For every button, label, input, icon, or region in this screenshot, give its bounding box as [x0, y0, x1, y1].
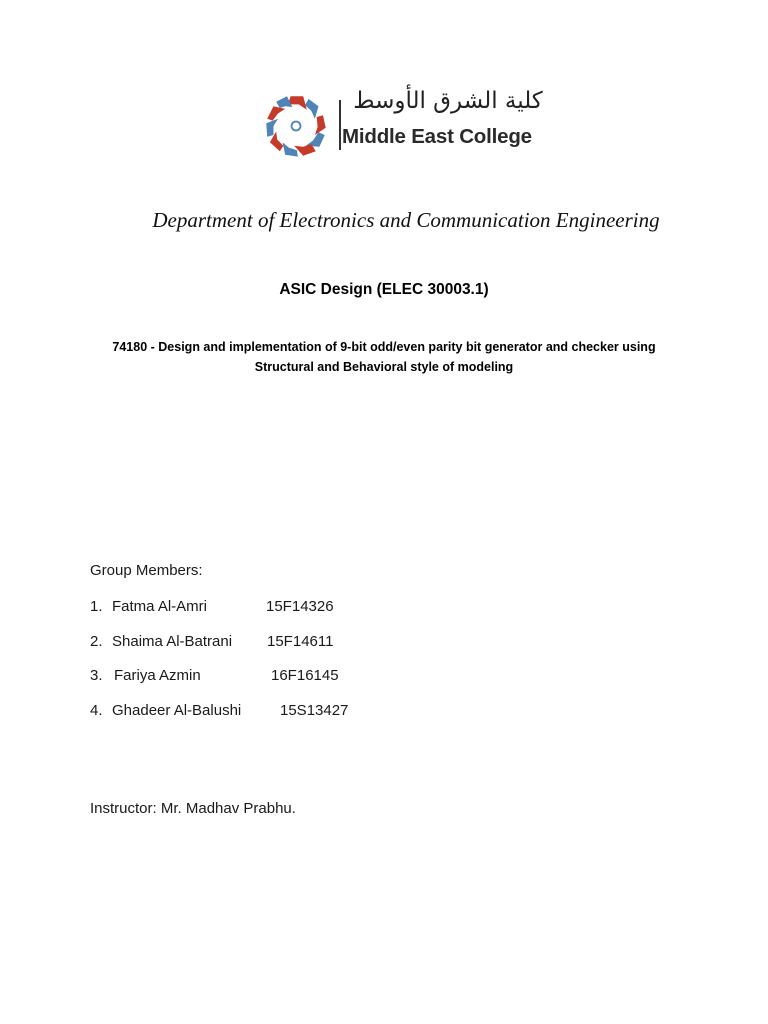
- member-row: [90, 701, 490, 721]
- course-title: ASIC Design (ELEC 30003.1): [279, 281, 489, 298]
- department-title: Department of Electronics and Communication Engineering: [152, 208, 660, 232]
- member-number: 3.: [90, 667, 103, 684]
- member-id: 16F16145: [271, 667, 339, 684]
- instructor-line: Instructor: Mr. Madhav Prabhu.: [90, 800, 296, 817]
- logo-arabic-name: كلية الشرق الأوسط: [353, 88, 543, 114]
- project-title: [60, 338, 708, 377]
- logo-english-name: Middle East College: [342, 125, 532, 148]
- college-logo: [260, 88, 560, 168]
- college-emblem-icon: [260, 90, 332, 162]
- member-id: 15S13427: [280, 701, 349, 719]
- member-name: Fariya Azmin: [114, 667, 201, 684]
- member-number: 4.: [90, 701, 103, 719]
- project-title-line-1: 74180 - Design and implementation of 9-bit odd/even parity bit generator and checker using: [112, 340, 656, 354]
- group-members-section: [90, 561, 490, 735]
- group-members-heading: Group Members:: [90, 562, 203, 579]
- member-row: [90, 632, 490, 652]
- project-title-line-2: Structural and Behavioral style of modeling: [254, 359, 514, 374]
- member-name: Fatma Al-Amri: [112, 598, 208, 615]
- member-row: [90, 597, 490, 617]
- member-id: 15F14326: [266, 598, 334, 615]
- member-name: Ghadeer Al-Balushi: [112, 701, 242, 719]
- member-name: Shaima Al-Batrani: [112, 632, 233, 650]
- logo-divider: [339, 100, 341, 150]
- member-row: [90, 666, 490, 686]
- member-number: 2.: [90, 632, 103, 650]
- member-id: 15F14611: [267, 632, 334, 650]
- member-number: 1.: [90, 598, 103, 615]
